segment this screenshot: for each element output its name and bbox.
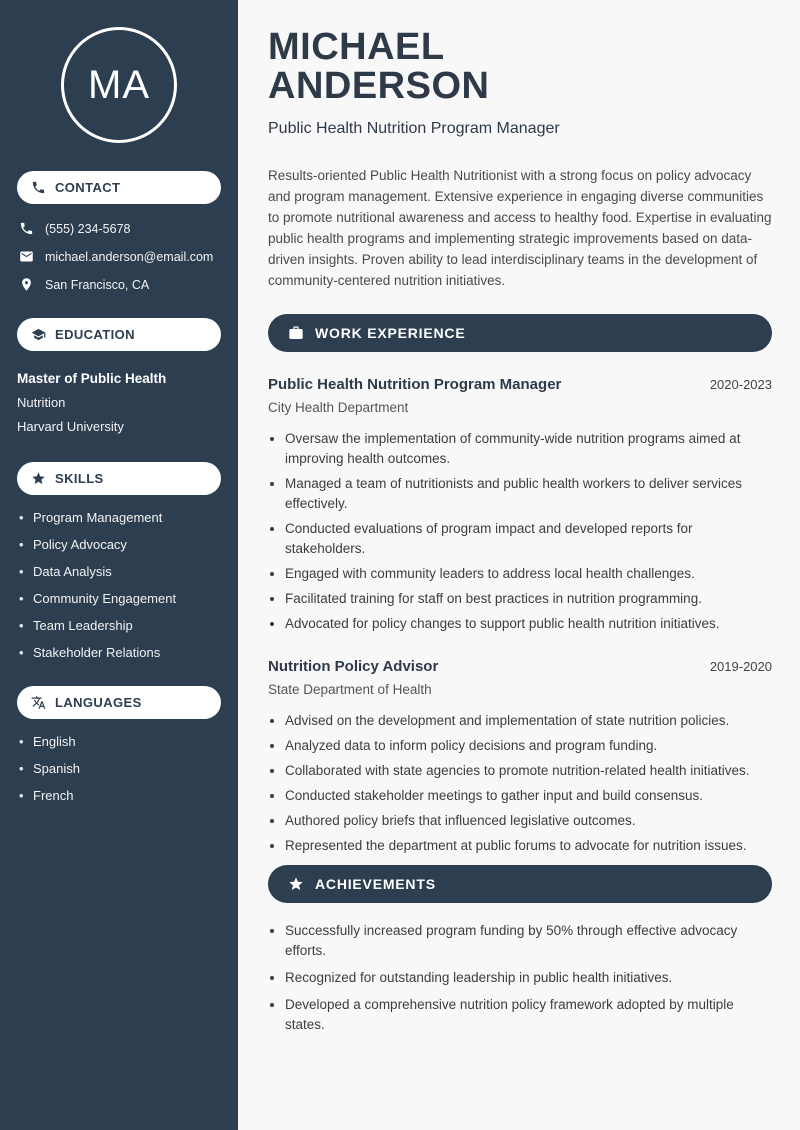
achievement-item: • Developed a comprehensive nutrition policy framework adopted by multiple states. [285, 995, 772, 1035]
skill-item: • Policy Advocacy [19, 537, 221, 552]
education-school: Harvard University [17, 419, 124, 434]
language-item: • French [19, 788, 221, 803]
languages-section-header [17, 686, 221, 719]
person-headline: Public Health Nutrition Program Manager [268, 119, 560, 137]
skills-section-header [17, 462, 221, 495]
contact-section-header [17, 171, 221, 204]
job-dates: 2020-2023 [709, 376, 772, 392]
skill-item: • Data Analysis [19, 564, 221, 579]
job-bullet: • Authored policy briefs that influenced legislative outcomes. [285, 811, 772, 831]
work-experience-section-header [268, 314, 772, 352]
skill-item: • Team Leadership [19, 618, 221, 633]
person-name-last: ANDERSON [268, 64, 490, 107]
skill-item: • Community Engagement [19, 591, 221, 606]
skills-list [0, 495, 238, 686]
skill-item: • Program Management [19, 510, 221, 525]
job-bullet: • Analyzed data to inform policy decisions and program funding. [285, 736, 772, 756]
job-bullet: • Advised on the development and implementation of state nutrition policies. [285, 711, 772, 731]
job-bullet: • Represented the department at public forums to advocate for nutrition issues. [285, 836, 772, 856]
person-name-first: MICHAEL [268, 26, 445, 68]
language-item: • Spanish [19, 761, 221, 776]
star-icon [288, 876, 304, 892]
skills-section-title: SKILLS [55, 471, 104, 486]
job-bullet-list [268, 711, 772, 856]
job-header [268, 658, 772, 675]
translate-icon [31, 695, 46, 710]
job-dates: 2019-2020 [709, 658, 772, 674]
education-section-title: EDUCATION [55, 327, 135, 342]
contact-phone [19, 221, 221, 236]
job-bullet: • Managed a team of nutritionists and public health workers to deliver services effectively. [285, 474, 772, 514]
contact-section-title: CONTACT [55, 180, 121, 195]
achievements-section-header [268, 865, 772, 903]
achievement-item: • Successfully increased program funding by 50% through effective advocacy efforts. [285, 921, 772, 961]
work-experience-section-title: WORK EXPERIENCE [315, 324, 466, 341]
summary-paragraph: Results-oriented Public Health Nutritionist with a strong focus on policy advocacy and program management. Extensive experience in engaging diverse communities to promote nutritional awareness and access to healthy food. Expertise in evaluating public health programs and implementing strategic improvements based on data-driven insights. Proven ability to lead interdisciplinary teams in the development of community-centered nutrition initiatives. [268, 167, 772, 288]
job-title: Nutrition Policy Advisor [268, 657, 439, 675]
job-title: Public Health Nutrition Program Manager [268, 375, 562, 393]
job-bullet: • Advocated for policy changes to support public health nutrition initiatives. [285, 614, 772, 634]
star-icon [31, 471, 46, 486]
location-pin-icon [19, 277, 34, 292]
sidebar [0, 0, 238, 1130]
language-item: • English [19, 734, 221, 749]
job-bullet: • Collaborated with state agencies to promote nutrition-related health initiatives. [285, 761, 772, 781]
contact-location [19, 277, 221, 292]
job-company: City Health Department [268, 399, 409, 415]
contact-phone-value: (555) 234-5678 [45, 221, 131, 236]
job-header [268, 376, 772, 393]
achievement-item: • Recognized for outstanding leadership in public health initiatives. [285, 968, 772, 988]
job-bullet: • Oversaw the implementation of community-wide nutrition programs aimed at improving health outcomes. [285, 429, 772, 469]
languages-section-title: LANGUAGES [55, 695, 142, 710]
job-bullet: • Engaged with community leaders to address local health challenges. [285, 564, 772, 584]
phone-icon [19, 221, 34, 236]
phone-icon [31, 180, 46, 195]
skill-item: • Stakeholder Relations [19, 645, 221, 660]
graduation-cap-icon [31, 327, 46, 342]
achievements-section-title: ACHIEVEMENTS [315, 875, 436, 892]
contact-email-value: michael.anderson@email.com [45, 249, 214, 264]
education-degree: Master of Public Health [17, 371, 167, 386]
job-bullet: • Conducted evaluations of program impact and developed reports for stakeholders. [285, 519, 772, 559]
job-bullet: • Conducted stakeholder meetings to gather input and build consensus. [285, 786, 772, 806]
education-section-header [17, 318, 221, 351]
email-icon [19, 249, 34, 264]
job-company: State Department of Health [268, 681, 432, 697]
job-bullet-list [268, 429, 772, 634]
languages-list [0, 719, 238, 829]
job-bullet: • Facilitated training for staff on best practices in nutrition programming. [285, 589, 772, 609]
briefcase-icon [288, 325, 304, 341]
contact-email [19, 249, 221, 264]
avatar [61, 27, 177, 143]
achievements-list [268, 921, 772, 1035]
education-block [0, 351, 238, 462]
education-field: Nutrition [17, 395, 66, 410]
avatar-initials: MA [88, 62, 150, 107]
contact-location-value: San Francisco, CA [45, 277, 150, 292]
main-content [238, 0, 800, 1130]
contact-list [0, 204, 238, 318]
person-name [268, 28, 772, 106]
